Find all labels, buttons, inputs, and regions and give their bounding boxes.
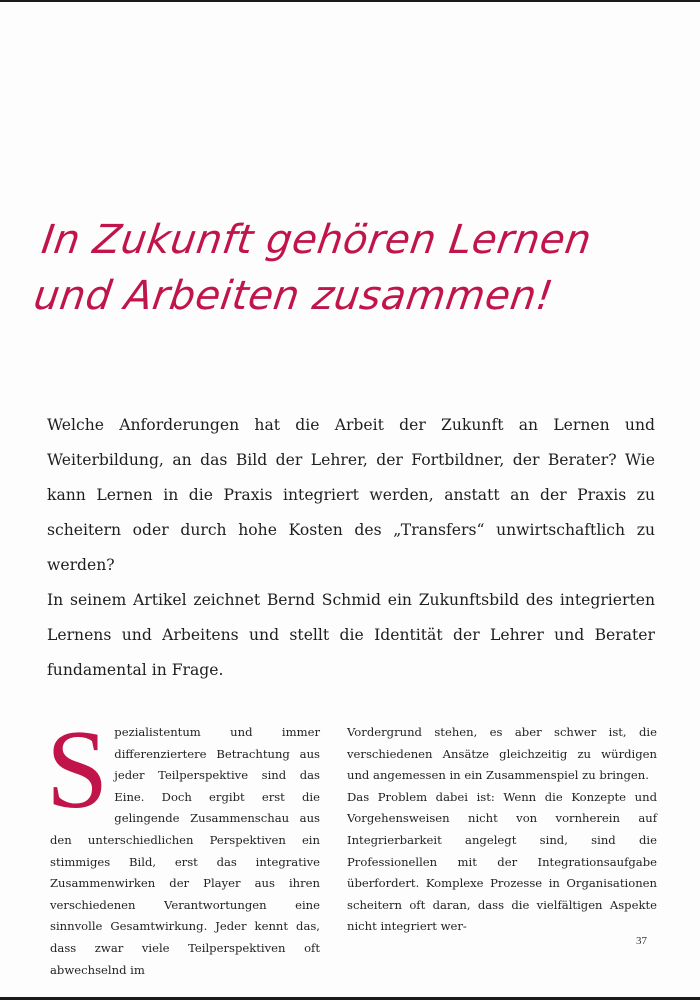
intro-paragraph: In seinem Artikel zeichnet Bernd Schmid ein Zukunftsbild des integrierten Lernens und Arbeitens und stellt die Identität der Lehrer und Berater fundamental in Frage. [47,591,655,679]
title-line-1: In Zukunft gehören Lernen [38,217,595,263]
drop-cap: S [46,708,109,832]
intro-paragraph: Welche Anforderungen hat die Arbeit der Zukunft an Lernen und Weiterbildung, an das Bild der Lehrer, der Fortbildner, der Berater? Wie kann Lernen in die Praxis integriert werden, anstatt an der Praxis zu scheitern oder durch hohe Kosten des „Transfers“ unwirtschaftlich zu werden? [47,416,655,574]
body-paragraph: Das Problem dabei ist: Wenn die Konzepte und Vorgehensweisen nicht von vornherein auf Integrierbarkeit angelegt sind, sind die Professionellen mit der Integrationsaufgabe überfordert. Komplexe Prozesse in Organisationen scheitern oft daran, dass die vielfältigen Aspekte nicht integriert wer- [347,789,657,934]
body-paragraph [46,708,320,981]
body-paragraph-text: pezialistentum und immer differenziertere Betrachtung aus jeder Teilperspektive sind das Eine. Doch ergibt erst die gelingende Zusammenschau aus den unterschiedlichen Perspektiven ein stimmiges Bild, erst das integrative Zusammenwirken der Player aus ihren verschiedenen Verantwortungen eine sinnvolle Gesamtwirkung. Jeder kennt das, dass zwar viele Teilperspektiven oft abwechselnd im [50,725,320,977]
intro-text [47,408,655,688]
title-line-2: und Arbeiten zusammen! [30,273,557,319]
page-edge-top [0,0,700,2]
body-paragraph: Vordergrund stehen, es aber schwer ist, die verschiedenen Ansätze gleichzeitig zu würdigen und angemessen in ein Zusammenspiel zu bringen. [347,725,657,783]
body-column-right [347,722,657,938]
page-number: 37 [636,935,647,947]
page-title [30,212,666,324]
body-column-left [46,708,320,981]
